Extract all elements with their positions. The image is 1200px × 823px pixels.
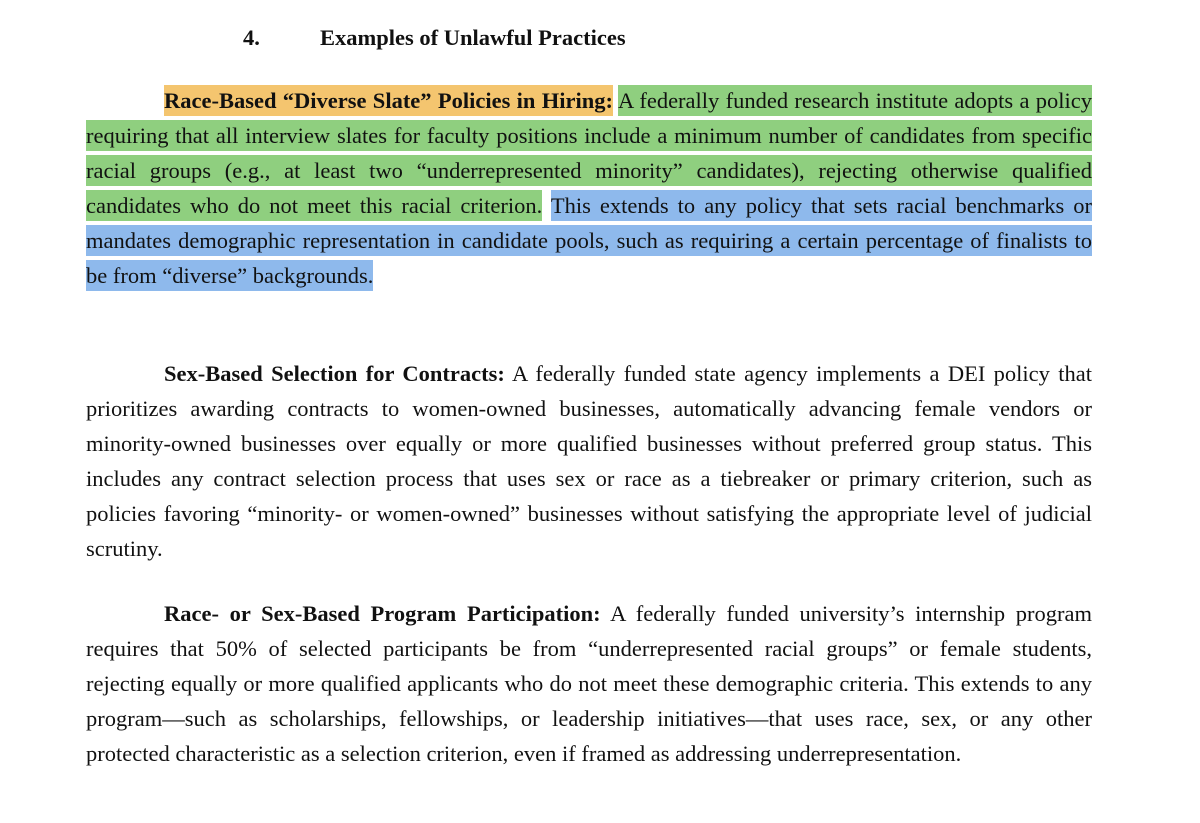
section-title: Examples of Unlawful Practices: [320, 25, 626, 50]
paragraph-body-sex-based-contracts: A federally funded state agency implements a DEI policy that prioritizes awarding contracts to women-owned businesses, automatically advancing female vendors or minority-owned businesses over equally or more qualified businesses without preferred group status. This includes any contract selection process that uses sex or race as a tiebreaker or primary criterion, such as policies favoring “minority- or women-owned” businesses without satisfying the appropriate level of judicial scrutiny.: [86, 361, 1093, 561]
paragraph-sex-based-contracts: [86, 356, 1092, 566]
paragraph-lead-sex-based-contracts: Sex-Based Selection for Contracts:: [164, 361, 505, 386]
paragraph-extension-diverse-slate: This extends to any policy that sets racial benchmarks or mandates demographic representation in candidate pools, such as requiring a certain percentage of finalists to be from “diverse” backgrounds.: [86, 190, 1092, 291]
paragraph-body-diverse-slate: A federally funded research institute adopts a policy requiring that all interview slates for faculty positions include a minimum number of candidates from specific racial groups (e.g., at least two “underrepresented minority” candidates), rejecting otherwise qualified candidates who do not meet this racial criterion.: [86, 85, 1092, 221]
section-number: 4.: [243, 25, 260, 50]
paragraph-lead-diverse-slate: Race-Based “Diverse Slate” Policies in Hiring:: [164, 85, 613, 116]
section-heading: [243, 22, 626, 54]
paragraph-lead-program-participation: Race- or Sex-Based Program Participation:: [164, 601, 601, 626]
paragraph-body-program-participation: A federally funded university’s internship program requires that 50% of selected participants be from “underrepresented racial groups” or female students, rejecting equally or more qualified applicants who do not meet these demographic criteria. This extends to any program—such as scholarships, fellowships, or leadership initiatives—that uses race, sex, or any other protected characteristic as a selection criterion, even if framed as addressing underrepresentation.: [86, 601, 1092, 766]
paragraph-diverse-slate: [86, 83, 1092, 293]
paragraph-program-participation: [86, 596, 1092, 771]
